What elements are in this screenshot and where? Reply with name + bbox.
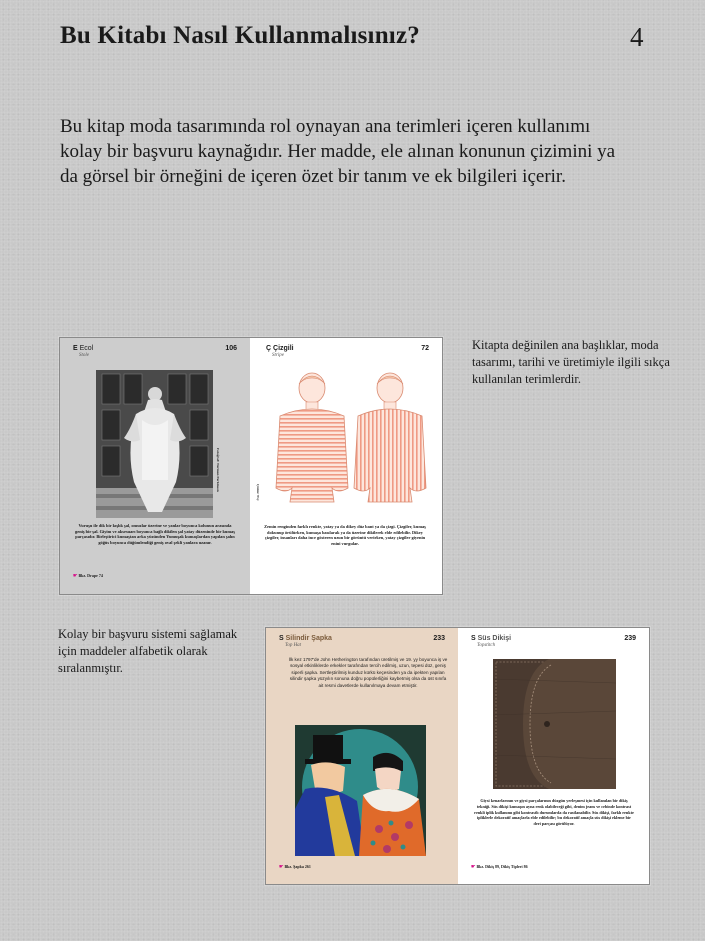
stole-photo — [96, 370, 213, 518]
example-spread-tophat-topstitch — [265, 627, 650, 885]
stripe-illustration — [268, 370, 430, 516]
intro-paragraph: Bu kitap moda tasarımında rol oynayan ana terimleri içeren kullanımı kolay bir başvuru kaynağıdır. Her madde, ele alınan konunun çizimini ya da görsel bir örneğini de içeren özet bir tanım ve ek bilgileri içerir. — [60, 116, 616, 187]
mini-page-number: 239 — [624, 635, 636, 642]
mini-heading: S Silindir Şapka — [279, 635, 332, 642]
pointer-icon: ☛ — [279, 865, 284, 870]
page-title: Bu Kitabı Nasıl Kullanmalısınız? — [60, 22, 420, 49]
mini-page-stripe — [250, 338, 442, 594]
pointer-icon: ☛ — [471, 865, 476, 870]
mini-footer: ☛ Bkz. Drape 74 — [73, 573, 103, 579]
pointer-icon: ☛ — [73, 574, 78, 579]
topstitch-photo — [493, 659, 616, 789]
photo-credit: Fotoğraf: Norman Parkinson — [216, 448, 220, 492]
mini-footer: ☛ Bkz. Şapka 261 — [279, 864, 311, 870]
mini-subheading: Stripe — [272, 353, 284, 358]
mini-page-topstitch — [458, 628, 649, 884]
mini-body-text: Zemin renginden farklı renkte, yatay ya da dikey düz bant ya da çizgi. Çizgiler, kumaş dokunup örülürken, kumaşa basılarak ya da üzerine dikilerek elde edilebilir. Dikey çizgiler, insanları daha ince gösteren uzun bir görüntü verirken, yatay çizgiler giyenin enini vurgular. — [264, 524, 426, 546]
mini-heading: Ç Çizgili — [266, 345, 294, 352]
caption-topics: Kitapta değinilen ana başlıklar, moda tasarımı, tarihi ve üretimiyle ilgili sıkça kullanılan terimlerdir. — [472, 338, 670, 386]
mini-footer: ☛ Bkz. Dikiş 89, Dikiş Tipleri 86 — [471, 864, 528, 870]
mini-page-stole — [60, 338, 250, 594]
mini-page-number: 233 — [433, 635, 445, 642]
mini-heading: S Süs Dikişi — [471, 635, 512, 642]
mini-heading: E Ecol — [73, 345, 94, 352]
mini-subheading: Topstitch — [477, 643, 496, 648]
illustration-credit: Çizim: Tvy — [256, 484, 260, 501]
mini-subheading: Stole — [79, 353, 89, 358]
mini-subheading: Top Hat — [285, 643, 302, 648]
mini-body-text: Giysi kenarlarının ve giysi parçalarının düzgün yerleşmesi için kullanılan bir dikiş tekniği. Süs dikişi kumaşın ayna renk olabileceği gibi, denim jeans ve cebinde kontrast renkli iplik kullanımı gibi kontrastlı durumlarda da rastlanabilir. Süs dikişi, farklı renkte ipliklerle dekoratif amaçlarla elde edilebilir; bu dekoratif amaçla süs dikişi ekleme bir deri parçası görülüyor. — [474, 798, 634, 827]
top-hat-illustration — [295, 725, 426, 856]
page-number: 4 — [630, 22, 644, 52]
mini-page-top-hat — [266, 628, 458, 884]
caption-alphabetic: Kolay bir başvuru sistemi sağlamak için maddeler alfabetik olarak sıralanmıştır. — [58, 627, 238, 675]
example-spread-stole-stripe — [59, 337, 443, 595]
mini-body-text: Vuruşu ile dik bir kışlık şal, omuzlar üzerine ve yanlar boyunca kolunun arasında geniş bir şal. Giyim ve aksesuarı boyunca bağlı dikilen şal yatay düzeninde bir kumaş parçasıdır. Birleştirici kumaştan arka yüzünden Yumuşak kumaşlardan yapılan şalın göğüs boyunca düğümlendiği geniş oval şekli yanlara uzanır. — [75, 523, 235, 545]
mini-page-number: 106 — [225, 345, 237, 352]
mini-page-number: 72 — [421, 345, 429, 352]
mini-body-text: İlk kez 1797'de John Hetherington tarafından üretilmiş ve 19. yy boyunca iş ve sosyal etkinliklerde erkekler tarafından tercih edilmiş, uzun, tepesi düz, geniş siperli şapka. Sertleştirilmiş kunduz kürkü keçesinden ya da ipekten yapılan silindir şapka yüzyılın sonuna doğru popülerliğini kaybetmiş olsa da üst sınıfa ait resmi davetlerde kullanılmaya devam etmiştir. — [288, 657, 448, 688]
